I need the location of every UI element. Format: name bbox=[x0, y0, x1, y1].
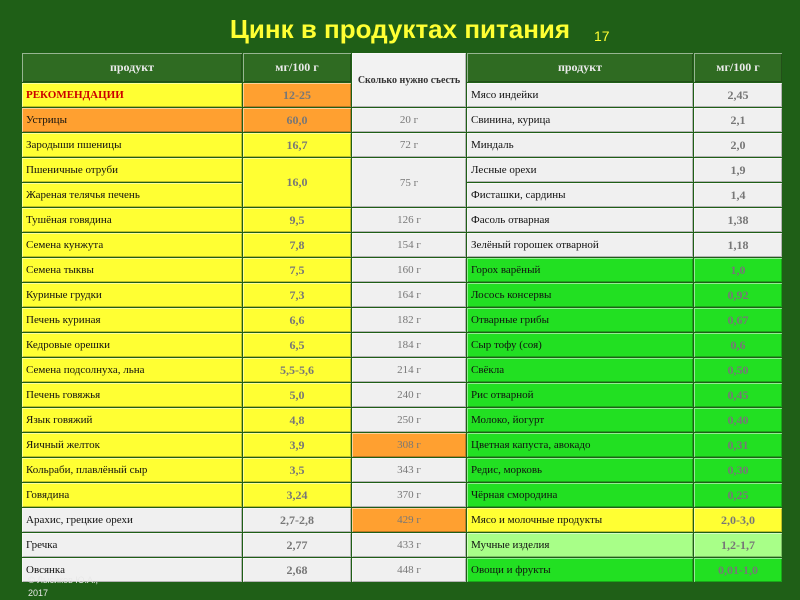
left-mg: 12-25 bbox=[243, 83, 351, 107]
header-amount: Сколько нужно съесть bbox=[352, 53, 466, 107]
left-mg: 4,8 bbox=[243, 408, 351, 432]
left-amount: 240 г bbox=[352, 383, 466, 407]
left-amount: 164 г bbox=[352, 283, 466, 307]
right-product: Рис отварной bbox=[467, 383, 693, 407]
left-mg: 16,0 bbox=[243, 158, 351, 207]
right-mg: 0,01-1,0 bbox=[694, 558, 782, 582]
right-mg: 1,2-1,7 bbox=[694, 533, 782, 557]
left-product: Пшеничные отруби bbox=[22, 158, 242, 182]
left-mg: 3,9 bbox=[243, 433, 351, 457]
right-mg: 2,0-3,0 bbox=[694, 508, 782, 532]
left-product: Жареная телячья печень bbox=[22, 183, 242, 207]
right-product: Лесные орехи bbox=[467, 158, 693, 182]
left-mg: 7,5 bbox=[243, 258, 351, 282]
left-mg: 6,6 bbox=[243, 308, 351, 332]
right-product: Сыр тофу (соя) bbox=[467, 333, 693, 357]
zinc-table bbox=[22, 53, 778, 577]
right-product: Мясо индейки bbox=[467, 83, 693, 107]
slide-title: Цинк в продуктах питания bbox=[229, 14, 571, 44]
left-amount: 214 г bbox=[352, 358, 466, 382]
right-product: Чёрная смородина bbox=[467, 483, 693, 507]
right-mg: 0,67 bbox=[694, 308, 782, 332]
left-mg: 2,68 bbox=[243, 558, 351, 582]
left-amount: 126 г bbox=[352, 208, 466, 232]
right-product: Овощи и фрукты bbox=[467, 558, 693, 582]
left-mg: 9,5 bbox=[243, 208, 351, 232]
slide-number: 17 bbox=[594, 28, 610, 44]
left-amount: 370 г bbox=[352, 483, 466, 507]
right-product: Молоко, йогурт bbox=[467, 408, 693, 432]
left-amount: 160 г bbox=[352, 258, 466, 282]
right-mg: 0,45 bbox=[694, 383, 782, 407]
right-product: Мясо и молочные продукты bbox=[467, 508, 693, 532]
right-product: Цветная капуста, авокадо bbox=[467, 433, 693, 457]
left-product: Семена подсолнуха, льна bbox=[22, 358, 242, 382]
right-mg: 0,92 bbox=[694, 283, 782, 307]
right-mg: 0,40 bbox=[694, 408, 782, 432]
left-product: Овсянка bbox=[22, 558, 242, 582]
left-amount: 250 г bbox=[352, 408, 466, 432]
left-product: Печень говяжья bbox=[22, 383, 242, 407]
left-product: Яичный желток bbox=[22, 433, 242, 457]
copyright-year: 2017 bbox=[28, 588, 49, 598]
left-mg: 5,0 bbox=[243, 383, 351, 407]
left-product: РЕКОМЕНДАЦИИ bbox=[22, 83, 242, 107]
left-product: Семена кунжута bbox=[22, 233, 242, 257]
right-product: Миндаль bbox=[467, 133, 693, 157]
right-mg: 0,50 bbox=[694, 358, 782, 382]
left-mg: 7,3 bbox=[243, 283, 351, 307]
left-amount: 433 г bbox=[352, 533, 466, 557]
left-mg: 5,5-5,6 bbox=[243, 358, 351, 382]
left-amount: 184 г bbox=[352, 333, 466, 357]
copyright-author: © Лысиков Ю.А., bbox=[28, 575, 98, 585]
right-product: Фасоль отварная bbox=[467, 208, 693, 232]
left-product: Печень куриная bbox=[22, 308, 242, 332]
right-product: Фисташки, сардины bbox=[467, 183, 693, 207]
right-mg: 1,4 bbox=[694, 183, 782, 207]
left-mg: 2,77 bbox=[243, 533, 351, 557]
left-amount: 20 г bbox=[352, 108, 466, 132]
copyright bbox=[28, 574, 98, 600]
right-mg: 1,38 bbox=[694, 208, 782, 232]
right-product: Свинина, курица bbox=[467, 108, 693, 132]
right-product: Отварные грибы bbox=[467, 308, 693, 332]
right-mg: 1,9 bbox=[694, 158, 782, 182]
left-product: Зародыши пшеницы bbox=[22, 133, 242, 157]
right-product: Мучные изделия bbox=[467, 533, 693, 557]
left-product: Кедровые орешки bbox=[22, 333, 242, 357]
left-product: Семена тыквы bbox=[22, 258, 242, 282]
left-mg: 16,7 bbox=[243, 133, 351, 157]
header-product-2: продукт bbox=[467, 53, 693, 82]
left-amount: 343 г bbox=[352, 458, 466, 482]
right-mg: 0,31 bbox=[694, 433, 782, 457]
left-amount: 154 г bbox=[352, 233, 466, 257]
left-product: Говядина bbox=[22, 483, 242, 507]
left-product: Устрицы bbox=[22, 108, 242, 132]
left-mg: 60,0 bbox=[243, 108, 351, 132]
left-amount: 75 г bbox=[352, 158, 466, 207]
right-product: Зелёный горошек отварной bbox=[467, 233, 693, 257]
left-product: Язык говяжий bbox=[22, 408, 242, 432]
left-product: Тушёная говядина bbox=[22, 208, 242, 232]
right-mg: 1,0 bbox=[694, 258, 782, 282]
right-mg: 1,18 bbox=[694, 233, 782, 257]
right-product: Горох варёный bbox=[467, 258, 693, 282]
right-product: Лосось консервы bbox=[467, 283, 693, 307]
right-mg: 0,30 bbox=[694, 458, 782, 482]
left-product: Арахис, грецкие орехи bbox=[22, 508, 242, 532]
right-mg: 2,1 bbox=[694, 108, 782, 132]
left-product: Кольраби, плавлёный сыр bbox=[22, 458, 242, 482]
left-mg: 6,5 bbox=[243, 333, 351, 357]
right-mg: 0,25 bbox=[694, 483, 782, 507]
left-mg: 2,7-2,8 bbox=[243, 508, 351, 532]
left-mg: 3,5 bbox=[243, 458, 351, 482]
left-amount: 72 г bbox=[352, 133, 466, 157]
header-mg: мг/100 г bbox=[243, 53, 351, 82]
left-mg: 3,24 bbox=[243, 483, 351, 507]
right-mg: 2,45 bbox=[694, 83, 782, 107]
right-product: Редис, морковь bbox=[467, 458, 693, 482]
right-product: Свёкла bbox=[467, 358, 693, 382]
left-amount: 182 г bbox=[352, 308, 466, 332]
left-amount: 308 г bbox=[352, 433, 466, 457]
right-mg: 2,0 bbox=[694, 133, 782, 157]
left-product: Гречка bbox=[22, 533, 242, 557]
header-product: продукт bbox=[22, 53, 242, 82]
right-mg: 0,6 bbox=[694, 333, 782, 357]
left-amount: 429 г bbox=[352, 508, 466, 532]
left-amount: 448 г bbox=[352, 558, 466, 582]
header-mg-2: мг/100 г bbox=[694, 53, 782, 82]
left-product: Куриные грудки bbox=[22, 283, 242, 307]
left-mg: 7,8 bbox=[243, 233, 351, 257]
